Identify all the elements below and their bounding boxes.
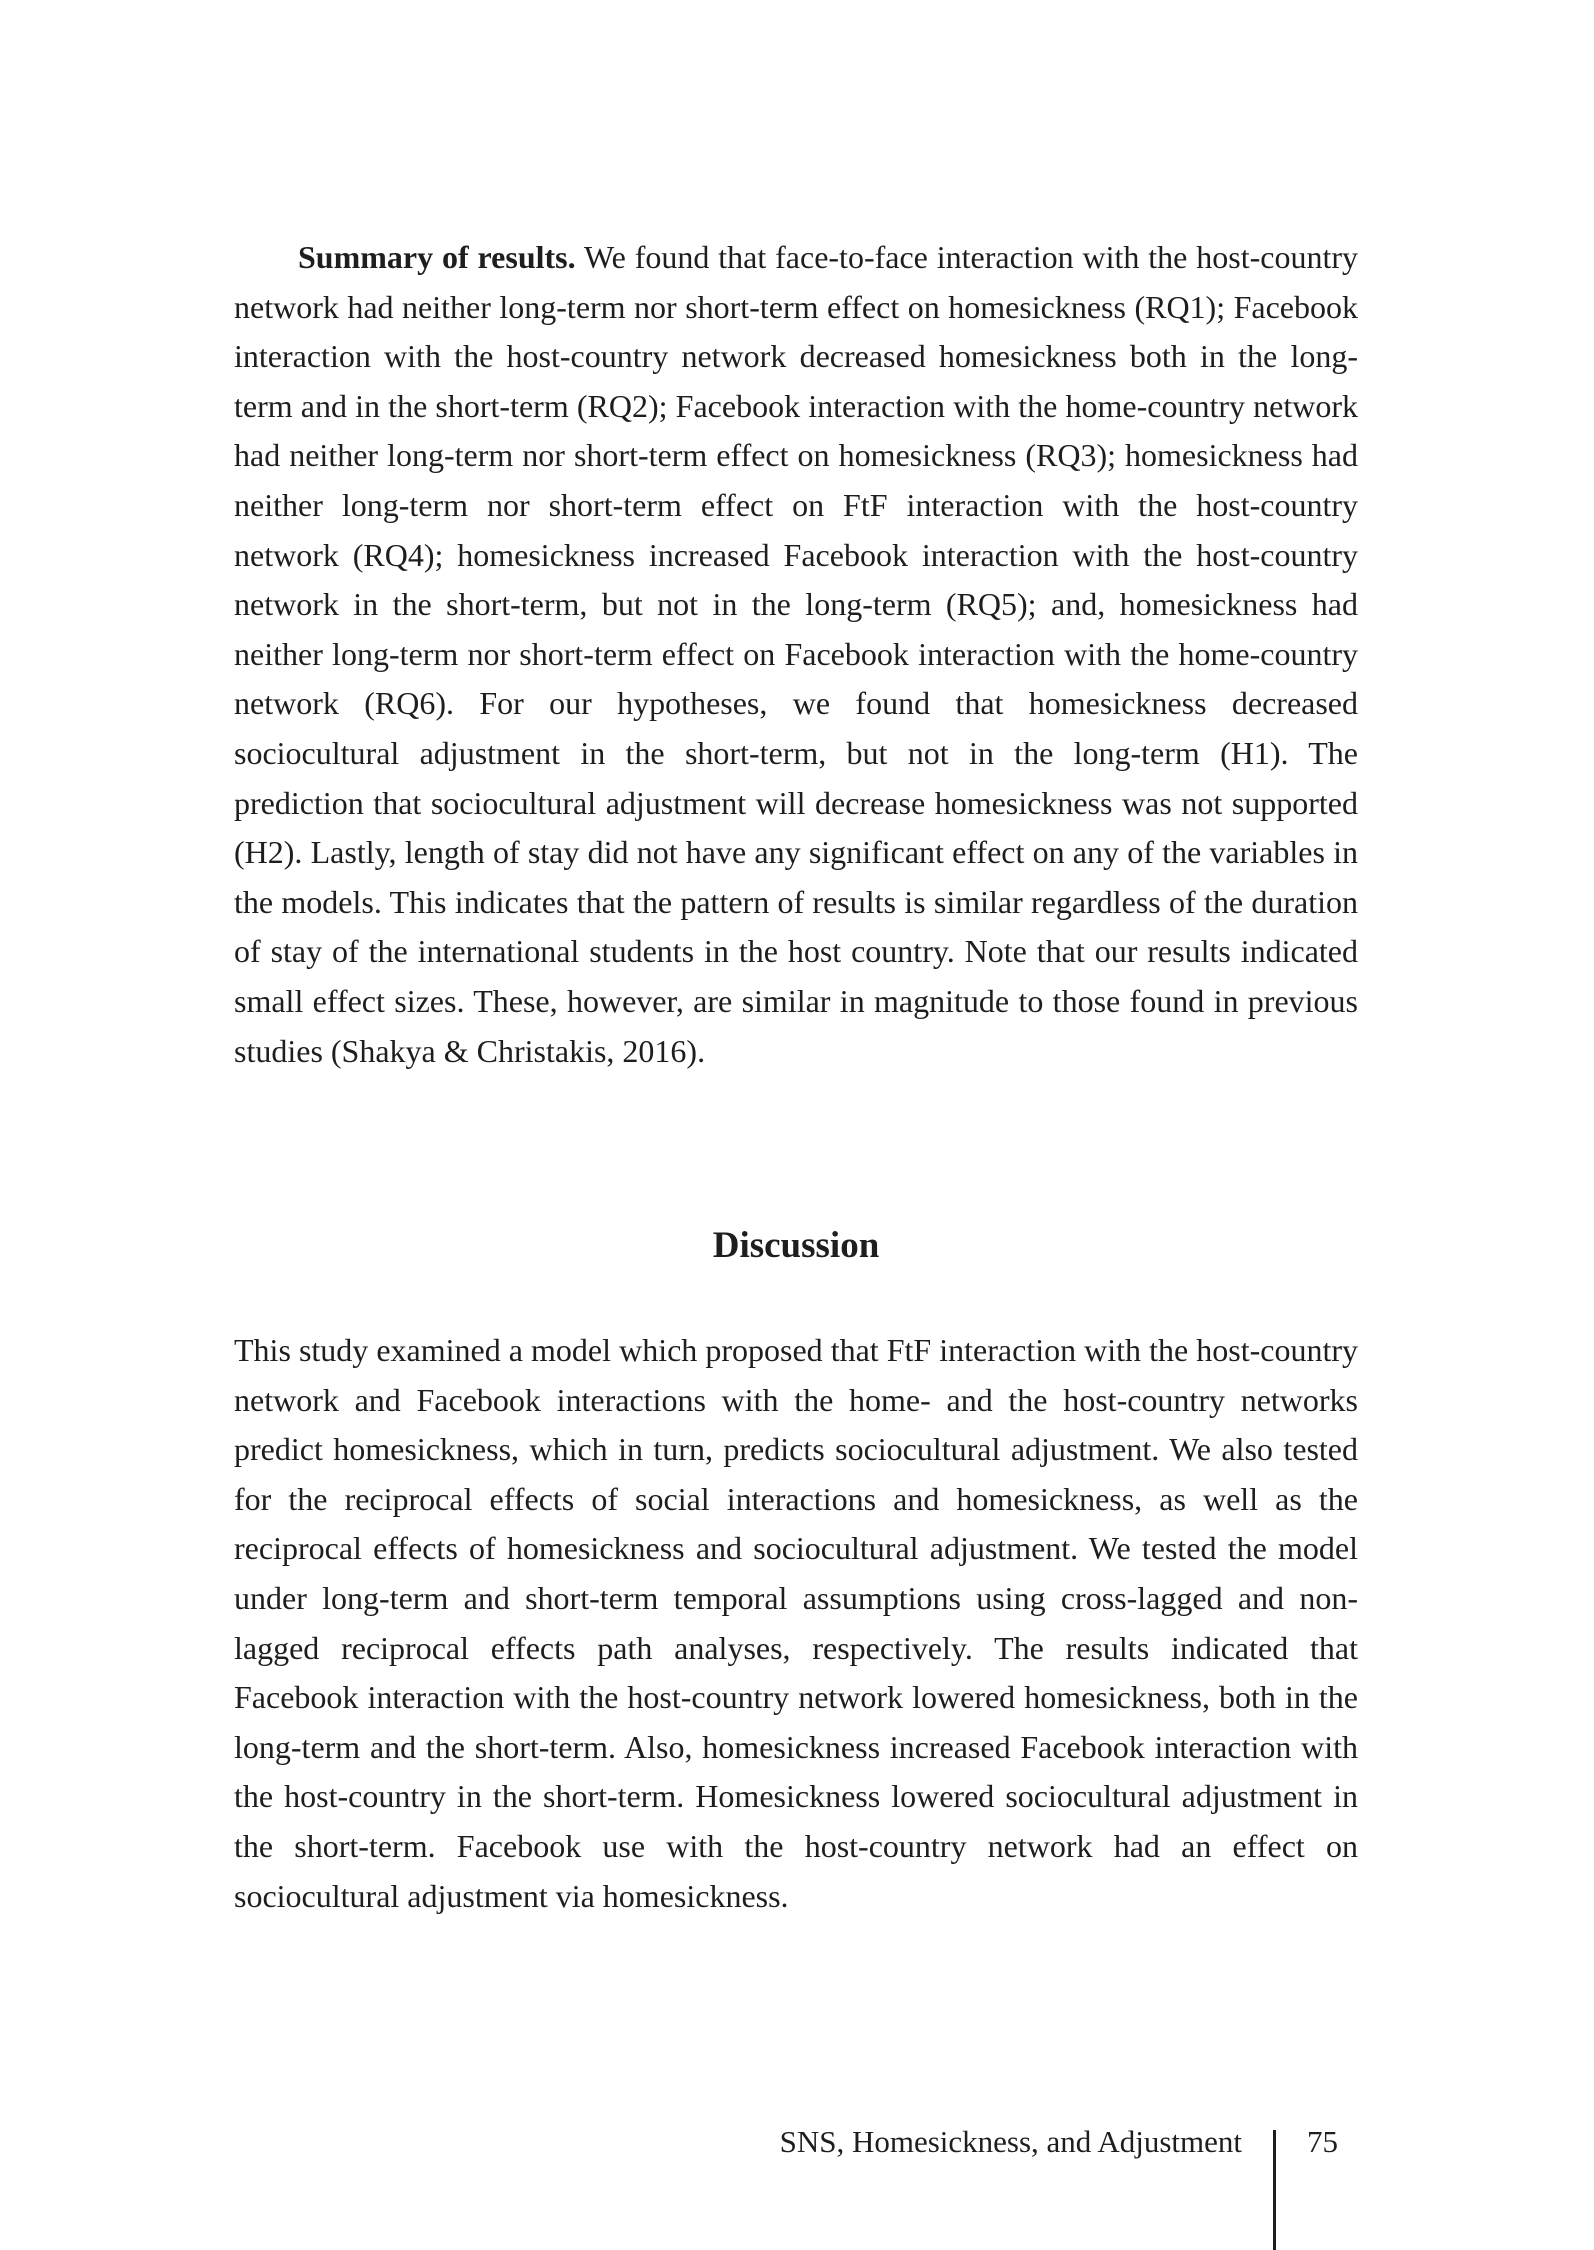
running-title: SNS, Homesickness, and Adjustment xyxy=(779,2124,1242,2159)
discussion-heading: Discussion xyxy=(712,1225,880,1266)
summary-run-in-heading: Summary of results. xyxy=(298,239,576,275)
summary-body-text: We found that face-to-face interaction with the host-country network had neither long-term nor short-term effect on homesickness (RQ1); Facebook interaction with the host-country network decreased homesickness both in the long-term and in the short-term (RQ2); Facebook interaction with the home-country network had neither long-term nor short-term effect on homesickness (RQ3); homesickness had neither long-term nor short-term effect on FtF interaction with the host-country network (RQ4); homesickness increased Facebook interaction with the host-country network in the short-term, but not in the long-term (RQ5); and, homesickness had neither long-term nor short-term effect on Facebook interaction with the home-country network (RQ6). For our hypotheses, we found that homesickness decreased sociocultural adjustment in the short-term, but not in the long-term (H1). The prediction that sociocultural adjustment will decrease homesickness was not supported (H2). Lastly, length of stay did not have any significant effect on any of the variables in the models. This indicates that the pattern of results is similar regardless of the duration of stay of the international students in the host country. Note that our results indicated small effect sizes. These, however, are similar in magnitude to those found in previous studies (Shakya & Christakis, 2016). xyxy=(234,239,1359,1069)
discussion-paragraph: This study examined a model which proposed that FtF interaction with the host-country network and Facebook interactions with the home- and the host-country networks predict homesickness, which in turn, predicts sociocultural adjustment. We also tested for the reciprocal effects of social interactions and homesickness, as well as the reciprocal effects of homesickness and sociocultural adjustment. We tested the model under long-term and short-term temporal assumptions using cross-lagged and non-lagged reciprocal effects path analyses, respectively. The results indicated that Facebook interaction with the host-country network lowered homesickness, both in the long-term and the short-term. Also, homesickness increased Facebook interaction with the host-country in the short-term. Homesickness lowered sociocultural adjustment in the short-term. Facebook use with the host-country network had an effect on sociocultural adjustment via homesickness. xyxy=(234,1332,1358,1914)
page-number: 75 xyxy=(1307,2124,1338,2159)
footer-divider xyxy=(1273,2130,1276,2250)
summary-paragraph xyxy=(234,233,1358,1076)
